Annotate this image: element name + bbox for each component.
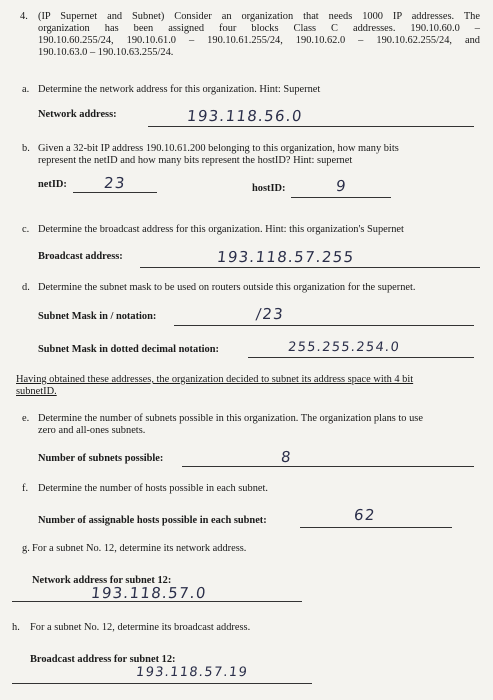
broadcast-address-answer[interactable]: 193.118.57.255 [216,248,356,266]
question-number: 4. [20,11,28,22]
subnet12-broadcast-line [12,683,312,684]
part-g-label: g. [22,543,30,554]
hostid-line [291,197,391,198]
part-e-question-line-2: zero and all-ones subnets. [38,425,146,436]
part-g-question: For a subnet No. 12, determine its network address. [32,543,247,554]
part-b-question-line-2: represent the netID and how many bits represent the hostID? Hint: supernet [38,155,353,166]
intro-line-4: 190.10.63.0 – 190.10.63.255/24. [38,47,174,58]
subnet-mask-slash-answer[interactable]: /23 [255,305,285,323]
netid-line [73,192,157,193]
part-d-question: Determine the subnet mask to be used on routers outside this organization for the supernet. [38,282,416,293]
hostid-answer[interactable]: 9 [335,177,348,195]
subnet-mask-slash-line [174,325,474,326]
part-h-label: h. [12,622,20,633]
part-a-question: Determine the network address for this organization. Hint: Supernet [38,84,321,95]
part-b-label: b. [22,143,30,154]
part-f-label: f. [22,483,29,494]
part-c-question: Determine the broadcast address for this organization. Hint: this organization's Supernet [38,224,404,235]
part-c-label: c. [22,224,30,235]
intro-line-2: organization has been assigned four blocks Class C addresses. 190.10.60.0 – [38,23,480,34]
subnet12-broadcast-answer[interactable]: 193.118.57.19 [135,665,249,680]
part-f-question: Determine the number of hosts possible in each subnet. [38,483,268,494]
subnet-mask-dotted-line [248,357,474,358]
netid-answer[interactable]: 23 [103,174,127,192]
subnet-intro-line-1: Having obtained these addresses, the organization decided to subnet its address space with 4 bit [16,374,414,385]
subnet-intro [16,374,413,398]
intro-line-3: 190.10.60.255/24, 190.10.61.0 – 190.10.61.255/24, 190.10.62.0 – 190.10.62.255/24, and [38,35,480,46]
subnets-possible-line [182,466,474,467]
subnet12-network-answer[interactable]: 193.118.57.0 [90,584,208,602]
assignable-hosts-answer[interactable]: 62 [353,506,377,524]
assignable-hosts-label: Number of assignable hosts possible in each subnet: [38,515,267,526]
intro-line-1: (IP Supernet and Subnet) Consider an organization that needs 1000 IP addresses. The [38,11,480,22]
network-address-answer[interactable]: 193.118.56.0 [186,107,304,125]
part-d-label: d. [22,282,30,293]
part-b-question-line-1: Given a 32-bit IP address 190.10.61.200 belonging to this organization, how many bits [38,143,399,154]
part-e-question-line-1: Determine the number of subnets possible in this organization. The organization plans to use [38,413,423,424]
subnet-mask-dotted-answer[interactable]: 255.255.254.0 [287,340,401,355]
assignable-hosts-line [300,527,452,528]
broadcast-address-label: Broadcast address: [38,251,123,262]
subnet-mask-slash-label: Subnet Mask in / notation: [38,311,157,322]
question-intro [38,11,480,59]
subnets-possible-answer[interactable]: 8 [280,448,293,466]
subnet-intro-line-2: subnetID. [16,386,57,397]
network-address-line [148,126,474,127]
subnets-possible-label: Number of subnets possible: [38,453,164,464]
subnet-mask-dotted-label: Subnet Mask in dotted decimal notation: [38,344,219,355]
subnet12-broadcast-label: Broadcast address for subnet 12: [30,654,176,665]
part-b-question [38,143,399,167]
network-address-label: Network address: [38,109,117,120]
subnet12-network-label: Network address for subnet 12: [32,575,172,586]
netid-label: netID: [38,179,67,190]
hostid-label: hostID: [252,183,286,194]
part-e-question [38,413,423,437]
part-a-label: a. [22,84,30,95]
part-h-question: For a subnet No. 12, determine its broadcast address. [30,622,251,633]
broadcast-address-line [140,267,480,268]
part-e-label: e. [22,413,30,424]
